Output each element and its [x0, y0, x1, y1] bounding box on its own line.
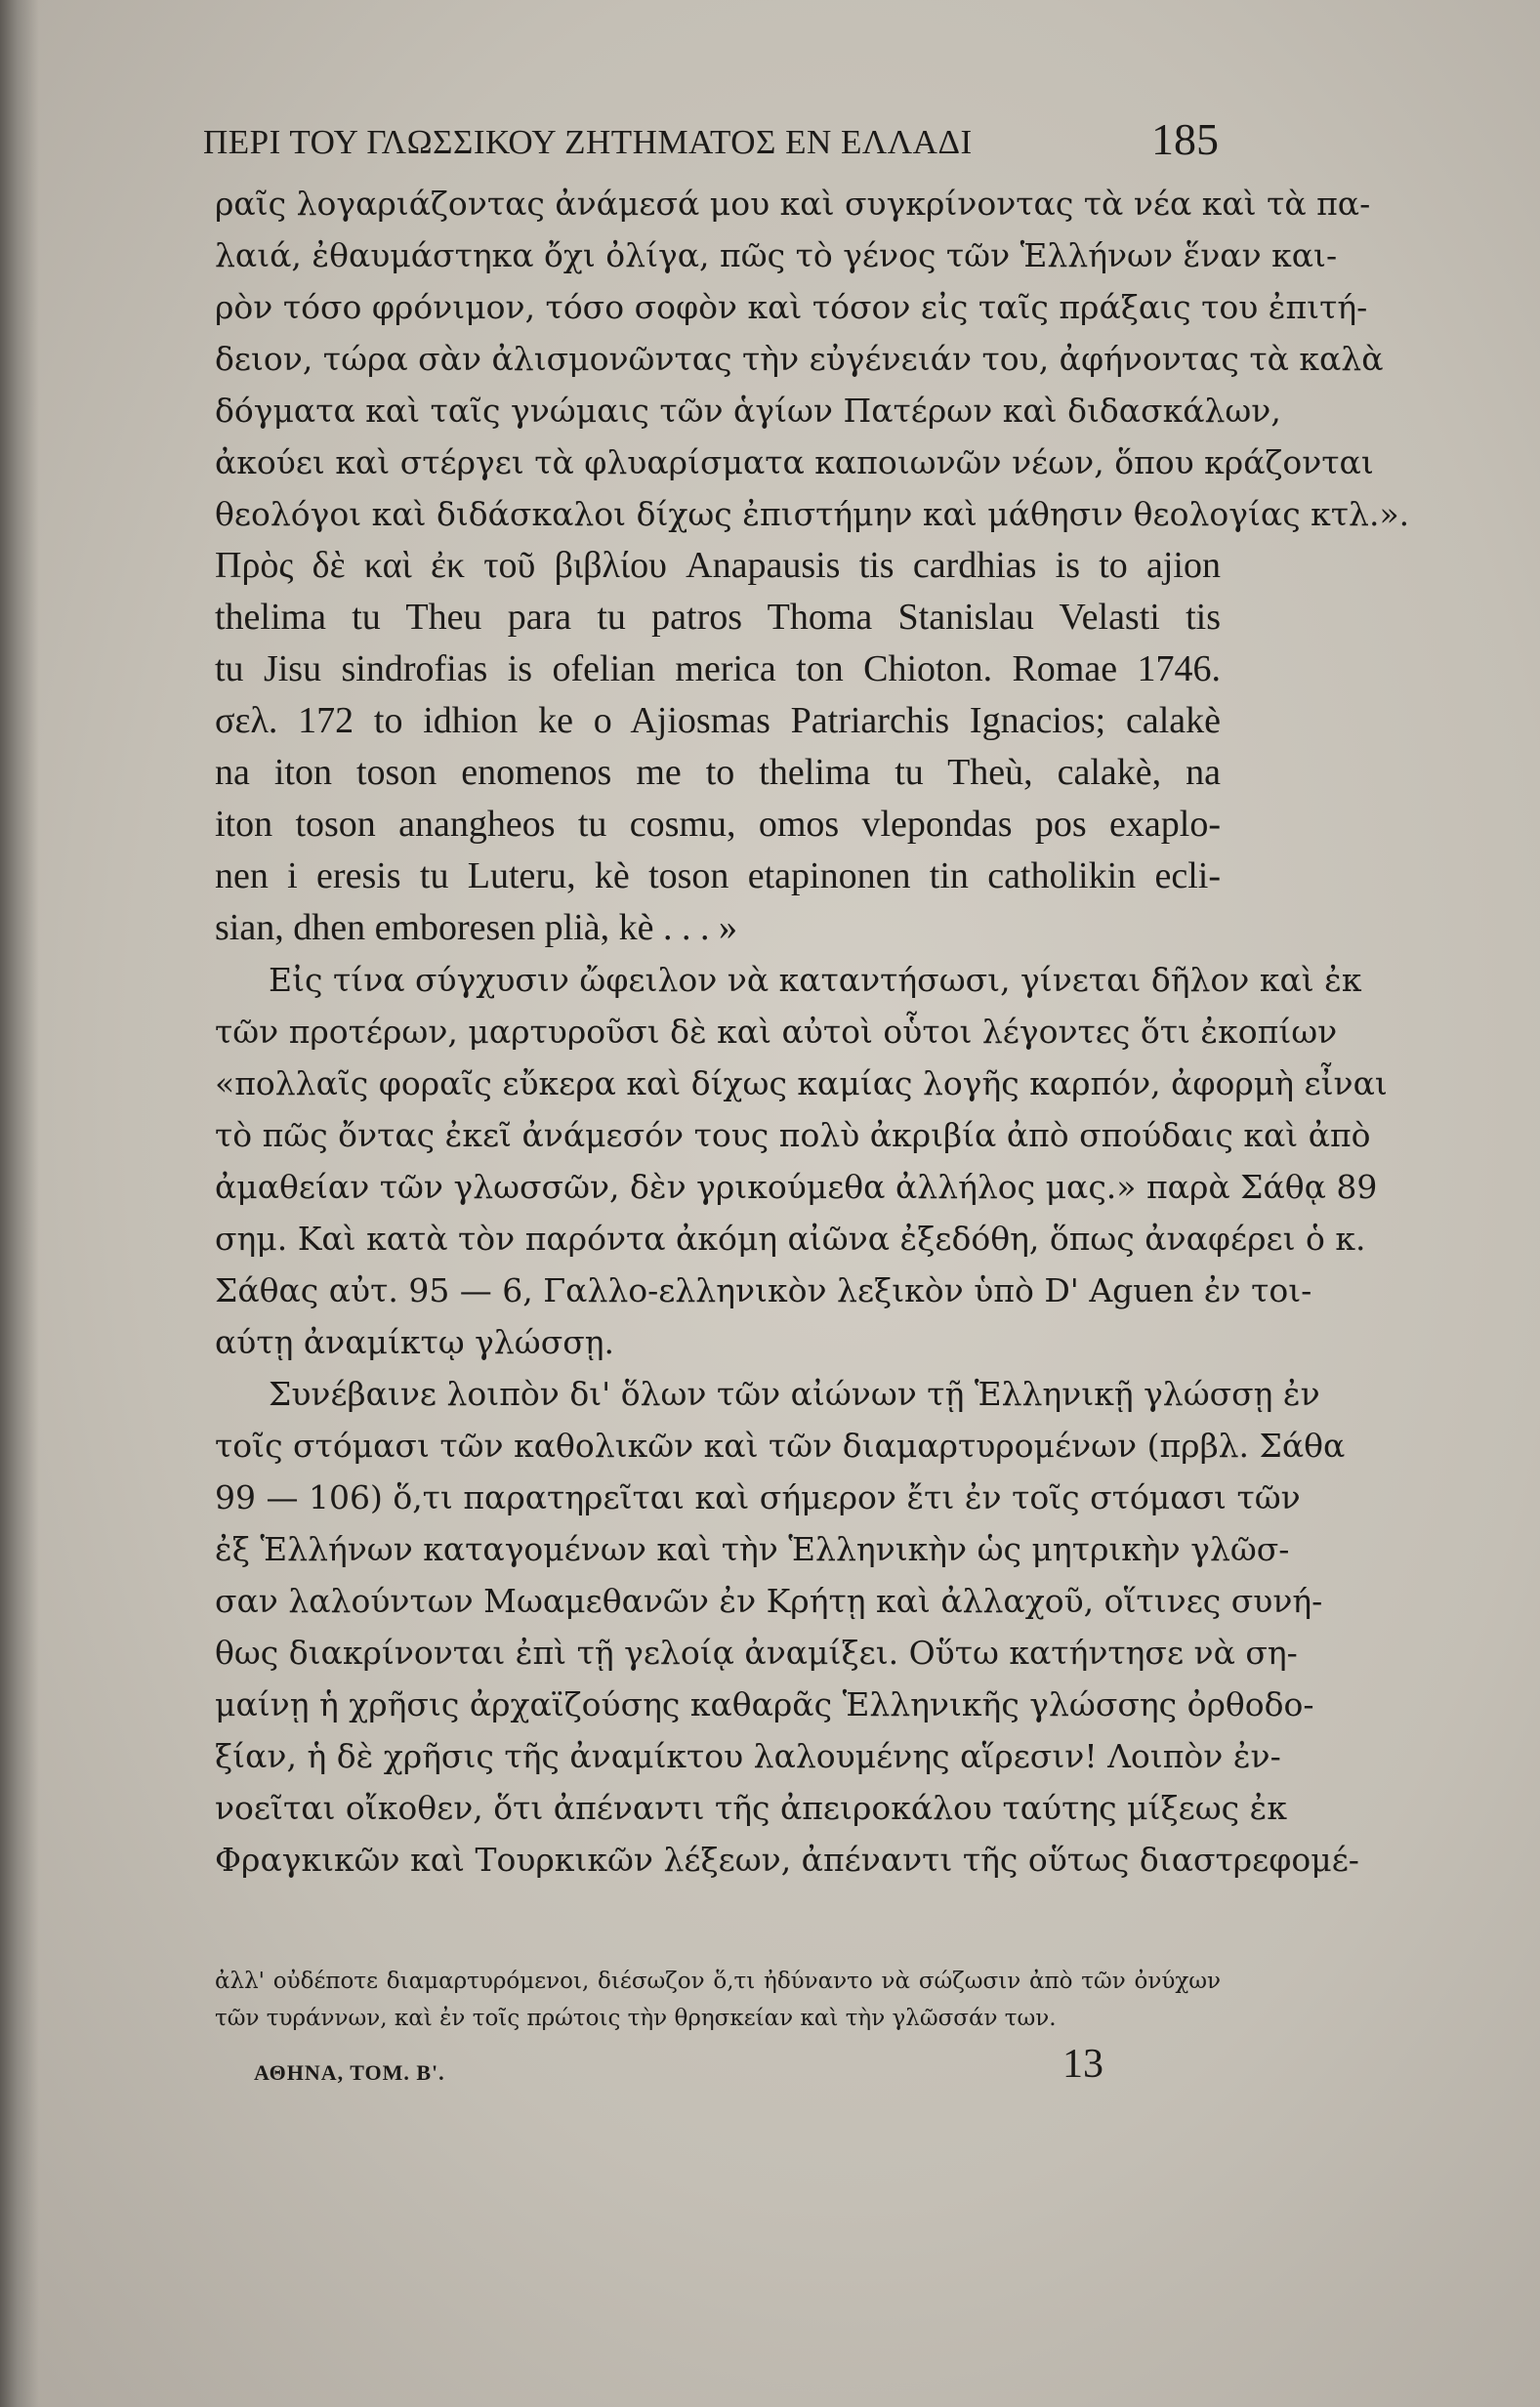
text-line: sian, dhen emboresen plià, kè . . . » — [215, 907, 738, 948]
running-title: ΠΕΡΙ ΤΟΥ ΓΛΩΣΣΙΚΟΥ ΖΗΤΗΜΑΤΟΣ ΕΝ ΕΛΛΑΔΙ — [203, 123, 973, 161]
signature-row — [254, 2041, 1103, 2099]
text-line: δόγματα καὶ ταῖς γνώμαις τῶν ἁγίων Πατέρων καὶ διδασκάλων, — [215, 392, 1281, 430]
text-line: σελ. 172 to idhion ke o Ajiosmas Patriarchis Ignacios; calakè — [215, 700, 1221, 741]
footnote-line: τῶν τυράννων, καὶ ἐν τοῖς πρώτοις τὴν θρησκείαν καὶ τὴν γλῶσσάν των. — [215, 2006, 1057, 2031]
footnote — [215, 1963, 1221, 2037]
text-line: ἐξ Ἑλλήνων καταγομένων καὶ τὴν Ἑλληνικὴν ὡς μητρικὴν γλῶσ- — [215, 1530, 1290, 1568]
text-line: τὸ πῶς ὄντας ἐκεῖ ἀνάμεσόν τους πολὺ ἀκριβία ἀπὸ σπούδαις καὶ ἀπὸ — [215, 1116, 1371, 1154]
text-line: iton toson anangheos tu cosmu, omos vlepondas pos exaplo- — [215, 804, 1221, 845]
signature-number: 13 — [1062, 2042, 1103, 2087]
text-line: Φραγκικῶν καὶ Τουρκικῶν λέξεων, ἀπέναντι τῆς οὕτως διαστρεφομέ- — [215, 1841, 1359, 1879]
text-line: σημ. Καὶ κατὰ τὸν παρόντα ἀκόμη αἰῶνα ἐξεδόθη, ὅπως ἀναφέρει ὁ κ. — [215, 1220, 1366, 1258]
text-line: thelima tu Theu para tu patros Thoma Stanislau Velasti tis — [215, 597, 1221, 638]
signature-mark: ΑΘΗΝΑ, ΤΟΜ. Β'. — [254, 2060, 445, 2085]
text-line: θως διακρίνονται ἐπὶ τῇ γελοίᾳ ἀναμίξει. Οὕτω κατήντησε νὰ ση- — [215, 1634, 1298, 1672]
text-line: Συνέβαινε λοιπὸν δι' ὅλων τῶν αἰώνων τῇ Ἑλληνικῇ γλώσσῃ ἐν — [269, 1375, 1320, 1413]
text-line: αύτῃ ἀναμίκτῳ γλώσσῃ. — [215, 1323, 615, 1361]
text-line: μαίνῃ ἡ χρῆσις ἀρχαϊζούσης καθαρᾶς Ἑλληνικῆς γλώσσης ὀρθοδο- — [215, 1685, 1314, 1723]
text-line: ἀμαθείαν τῶν γλωσσῶν, δὲν γρικούμεθα ἀλλήλος μας.» παρὰ Σάθᾳ 89 — [215, 1168, 1378, 1206]
text-line: «πολλαῖς φοραῖς εὔκερα καὶ δίχως καμίας λογῆς καρπόν, ἀφορμὴ εἶναι — [215, 1064, 1388, 1102]
page-gutter-shadow — [0, 0, 39, 2407]
text-line: tu Jisu sindrofias is ofelian merica ton Chioton. Romae 1746. — [215, 648, 1221, 689]
text-line: ξίαν, ἡ δὲ χρῆσις τῆς ἀναμίκτου λαλουμένης αἵρεσιν! Λοιπὸν ἐν- — [215, 1737, 1281, 1775]
text-line: Πρὸς δὲ καὶ ἐκ τοῦ βιβλίου Anapausis tis cardhias is to ajion — [215, 545, 1221, 586]
text-line: νοεῖται οἴκοθεν, ὅτι ἀπέναντι τῆς ἀπειροκάλου ταύτης μίξεως ἐκ — [215, 1789, 1287, 1827]
text-line: 99 — 106) ὅ,τι παρατηρεῖται καὶ σήμερον ἔτι ἐν τοῖς στόμασι τῶν — [215, 1478, 1301, 1516]
page-header — [203, 109, 1219, 168]
text-line: θεολόγοι καὶ διδάσκαλοι δίχως ἐπιστήμην καὶ μάθησιν θεολογίας κτλ.». — [215, 495, 1410, 533]
page-number: 185 — [1151, 114, 1219, 164]
text-line: Εἰς τίνα σύγχυσιν ὤφειλον νὰ καταντήσωσι, γίνεται δῆλον καὶ ἐκ — [269, 961, 1362, 999]
text-line: na iton toson enomenos me to thelima tu Theù, calakè, na — [215, 752, 1221, 793]
text-line: δειον, τώρα σὰν ἀλισμονῶντας τὴν εὐγένειάν του, ἀφήνοντας τὰ καλὰ — [215, 340, 1384, 378]
text-line: σαν λαλούντων Μωαμεθανῶν ἐν Κρήτῃ καὶ ἀλλαχοῦ, οἵτινες συνή- — [215, 1582, 1323, 1620]
text-line: τῶν προτέρων, μαρτυροῦσι δὲ καὶ αὐτοὶ οὗτοι λέγοντες ὅτι ἐκοπίων — [215, 1013, 1338, 1051]
text-line: ραῖς λογαριάζοντας ἀνάμεσά μου καὶ συγκρίνοντας τὰ νέα καὶ τὰ πα- — [215, 185, 1371, 223]
text-line: ἀκούει καὶ στέργει τὰ φλυαρίσματα καποιωνῶν νέων, ὅπου κράζονται — [215, 443, 1374, 481]
main-text — [215, 178, 1410, 1886]
text-line: Σάθας αὐτ. 95 — 6, Γαλλο-ελληνικὸν λεξικὸν ὑπὸ D' Aguen ἐν τοι- — [215, 1271, 1312, 1309]
text-line: λαιά, ἐθαυμάστηκα ὄχι ὀλίγα, πῶς τὸ γένος τῶν Ἑλλήνων ἕναν και- — [215, 236, 1338, 274]
text-line: nen i eresis tu Luteru, kè toson etapinonen tin catholikin ecli- — [215, 855, 1221, 896]
text-line: τοῖς στόμασι τῶν καθολικῶν καὶ τῶν διαμαρτυρομένων (πρβλ. Σάθα — [215, 1427, 1346, 1465]
footnote-line: ἀλλ' οὐδέποτε διαμαρτυρόμενοι, διέσωζον ὅ,τι ἠδύναντο νὰ σώζωσιν ἀπὸ τῶν ὀνύχων — [215, 1969, 1221, 1994]
text-line: ρὸν τόσο φρόνιμον, τόσο σοφὸν καὶ τόσον εἰς ταῖς πράξαις του ἐπιτή- — [215, 288, 1368, 326]
